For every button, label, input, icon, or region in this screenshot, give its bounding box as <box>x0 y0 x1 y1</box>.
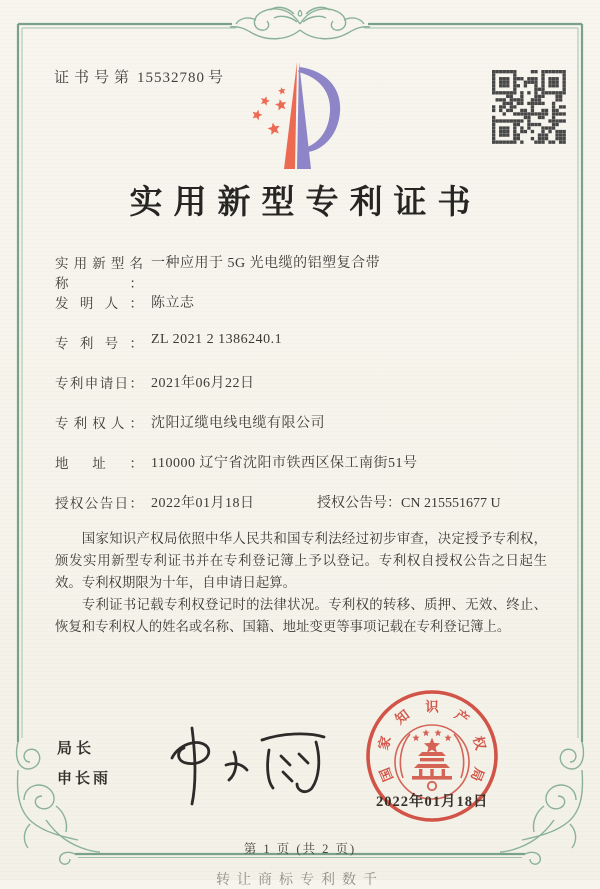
grant-date-label: 授权公告日： <box>55 496 143 511</box>
certificate-number-suffix: 号 <box>208 70 229 86</box>
field-value: 陈立志 <box>151 296 195 311</box>
svg-text:国: 国 <box>377 765 397 784</box>
grant-row <box>55 492 550 514</box>
field-value: 一种应用于 5G 光电缆的铝塑复合带 <box>151 256 381 271</box>
legal-text <box>55 528 547 638</box>
field-value: ZL 2021 2 1386240.1 <box>151 332 283 347</box>
field-list <box>55 252 550 514</box>
top-flourish <box>230 7 370 38</box>
svg-text:知: 知 <box>392 706 413 728</box>
cnipa-logo-icon <box>243 57 348 172</box>
grant-number-value: CN 215551677 U <box>401 496 501 511</box>
cutoff-watermark-text: 转让商标专利数千 <box>216 873 384 888</box>
legal-paragraph-2: 专利证书记载专利权登记时的法律状况。专利权的转移、质押、无效、终止、恢复和专利权人的姓名或名称、国籍、地址变更等事项记载在专利登记簿上。 <box>55 597 547 634</box>
certificate-number-prefix: 证书号第 <box>54 70 135 86</box>
field-label: 实用新型名称： <box>55 256 143 291</box>
svg-text:局: 局 <box>467 765 487 784</box>
seal-date: 2022年01月18日 <box>376 794 489 810</box>
field-value: 沈阳辽缆电线电缆有限公司 <box>151 416 325 431</box>
grant-number <box>317 492 501 512</box>
field-label: 专利号： <box>55 336 143 351</box>
field-label: 专利申请日： <box>55 376 143 391</box>
page-number: 第 1 页 (共 2 页) <box>243 842 357 856</box>
svg-text:识: 识 <box>425 699 439 715</box>
certificate-number <box>54 66 228 87</box>
field-row-address <box>55 452 550 492</box>
national-emblem-icon <box>395 725 469 799</box>
field-row-name <box>55 252 550 292</box>
signature-handwriting <box>150 718 340 813</box>
svg-text:权: 权 <box>470 734 489 752</box>
grant-number-label: 授权公告号： <box>317 496 401 511</box>
svg-text:家: 家 <box>375 734 394 752</box>
field-label: 发明人： <box>55 296 143 311</box>
certificate-number-value: 15532780 <box>137 70 206 86</box>
field-value: 2021年06月22日 <box>151 376 255 391</box>
commissioner-title: 局长 <box>57 741 96 757</box>
grant-date <box>55 496 255 511</box>
qr-code <box>492 70 566 144</box>
field-row-patentee <box>55 412 550 452</box>
field-row-patent-no <box>55 332 550 372</box>
field-row-inventor <box>55 292 550 332</box>
grant-date-value: 2022年01月18日 <box>151 496 255 511</box>
svg-text:产: 产 <box>451 706 472 728</box>
certificate-title: 实用新型专利证书 <box>129 185 482 221</box>
field-value: 110000 辽宁省沈阳市铁西区保工南街51号 <box>151 456 418 471</box>
field-row-filing-date <box>55 372 550 412</box>
field-label: 专利权人： <box>55 416 143 431</box>
commissioner-name: 申长雨 <box>57 771 112 787</box>
field-label: 地址： <box>55 456 143 471</box>
legal-paragraph-1: 国家知识产权局依照中华人民共和国专利法经过初步审查，决定授予专利权，颁发实用新型专利证书并在专利登记簿上予以登记。专利权自授权公告之日起生效。专利权期限为十年，自申请日起算。 <box>55 531 547 590</box>
